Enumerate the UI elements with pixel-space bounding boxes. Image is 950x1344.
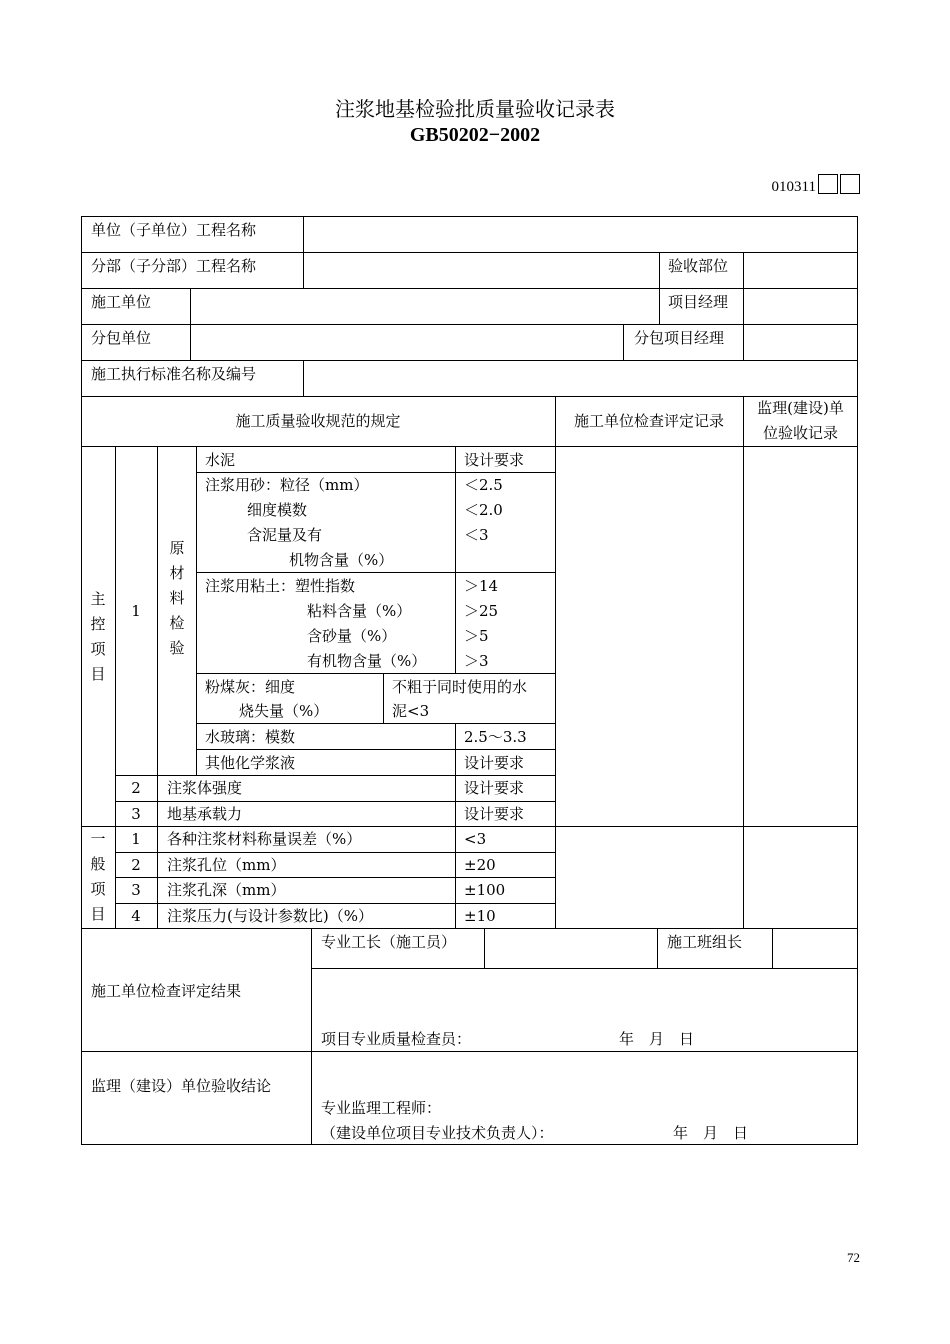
form-code-number: 010311 [771,179,816,195]
general-row-number: 4 [131,907,141,925]
acceptance-part-label: 验收部位 [668,257,729,275]
general-row-item: 注浆孔位（mm） [167,856,286,874]
sand-fineness-requirement: ＜2.0 [464,501,503,519]
construction-unit-label: 施工单位 [91,293,152,311]
item2-label: 注浆体强度 [167,779,243,797]
quality-inspector-label: 项目专业质量检查员： [321,1030,472,1048]
item1-number: 1 [131,602,141,620]
cement-label: 水泥 [205,451,236,469]
subcontractor-label: 分包单位 [91,329,152,347]
unit-project-label: 单位（子单位）工程名称 [91,221,257,239]
clay-sand-requirement: ＞5 [464,627,489,645]
item3-requirement: 设计要求 [464,805,525,823]
supervision-header-line1: 监理(建设)单 [757,399,844,417]
flyash-requirement-line1: 不粗于同时使用的水 [392,678,528,696]
sub-project-label: 分部（子分部）工程名称 [91,257,257,275]
inspection-form-table [81,216,858,1145]
acceptance-conclusion-label: 监理（建设）单位验收结论 [91,1077,272,1095]
general-row-number: 2 [131,856,141,874]
flyash-requirement-line2: 泥<3 [392,702,430,720]
general-row-number: 3 [131,881,141,899]
general-row-item: 各种注浆材料称量误差（%） [167,830,362,848]
sub-project-manager-label: 分包项目经理 [634,329,725,347]
spec-header: 施工质量验收规范的规定 [235,412,401,430]
inspection-date: 年 月 日 [619,1030,695,1048]
clay-plasticity-label: 注浆用粘土：塑性指数 [205,577,356,595]
team-leader-label: 施工班组长 [667,933,743,951]
sand-mud-label: 含泥量及有 [247,526,323,544]
sand-grain-label: 注浆用砂：粒径（mm） [205,476,369,494]
clay-plasticity-requirement: ＞14 [464,577,499,595]
general-items-label: 一般项目 [90,830,106,923]
standard-code: GB50202−2002 [409,124,541,146]
page-title: 注浆地基检验批质量验收记录表 [335,97,615,121]
flyash-fineness-label: 粉煤灰：细度 [205,678,296,696]
clay-sand-label: 含砂量（%） [307,627,397,645]
sand-mud-requirement: ＜3 [464,526,489,544]
flyash-loss-label: 烧失量（%） [239,702,329,720]
general-row-number: 1 [131,830,141,848]
item3-number: 3 [131,805,141,823]
general-row-requirement: <3 [464,830,487,848]
general-row-requirement: ±10 [464,907,496,925]
foreman-label: 专业工长（施工员） [321,933,457,951]
code-box-2[interactable] [840,174,860,194]
general-row-requirement: ±20 [464,856,496,874]
project-manager-label: 项目经理 [668,293,729,311]
supervisor-label: 专业监理工程师： [321,1099,442,1117]
general-row-item: 注浆孔深（mm） [167,881,286,899]
water-glass-label: 水玻璃：模数 [205,728,296,746]
item2-number: 2 [131,779,141,797]
check-result-label: 施工单位检查评定结果 [91,982,242,1000]
sand-organic-label: 机物含量（%） [289,551,394,569]
page-number: 72 [847,1250,860,1265]
other-chem-label: 其他化学浆液 [205,754,296,772]
sand-grain-requirement: ＜2.5 [464,476,503,494]
code-box-1[interactable] [818,174,838,194]
item3-label: 地基承载力 [167,805,243,823]
raw-material-label: 原材料检验 [169,539,185,657]
clay-organic-requirement: ＞3 [464,652,489,670]
supervision-header-line2: 位验收记录 [762,424,838,442]
general-row-requirement: ±100 [464,881,506,899]
form-code [772,174,860,197]
main-control-label: 主控项目 [90,590,106,683]
general-row-item: 注浆压力(与设计参数比)（%） [167,907,373,925]
check-record-header: 施工单位检查评定记录 [573,412,724,430]
clay-content-requirement: ＞25 [464,602,499,620]
clay-content-label: 粘料含量（%） [307,602,412,620]
clay-organic-label: 有机物含量（%） [307,652,427,670]
owner-rep-label: （建设单位项目专业技术负责人）： [321,1124,554,1142]
acceptance-date: 年 月 日 [673,1124,749,1142]
cement-requirement: 设计要求 [464,451,525,469]
sand-fineness-label: 细度模数 [247,501,308,519]
water-glass-requirement: 2.5～3.3 [464,728,527,746]
standard-label: 施工执行标准名称及编号 [91,365,257,383]
item2-requirement: 设计要求 [464,779,525,797]
other-chem-requirement: 设计要求 [464,754,525,772]
